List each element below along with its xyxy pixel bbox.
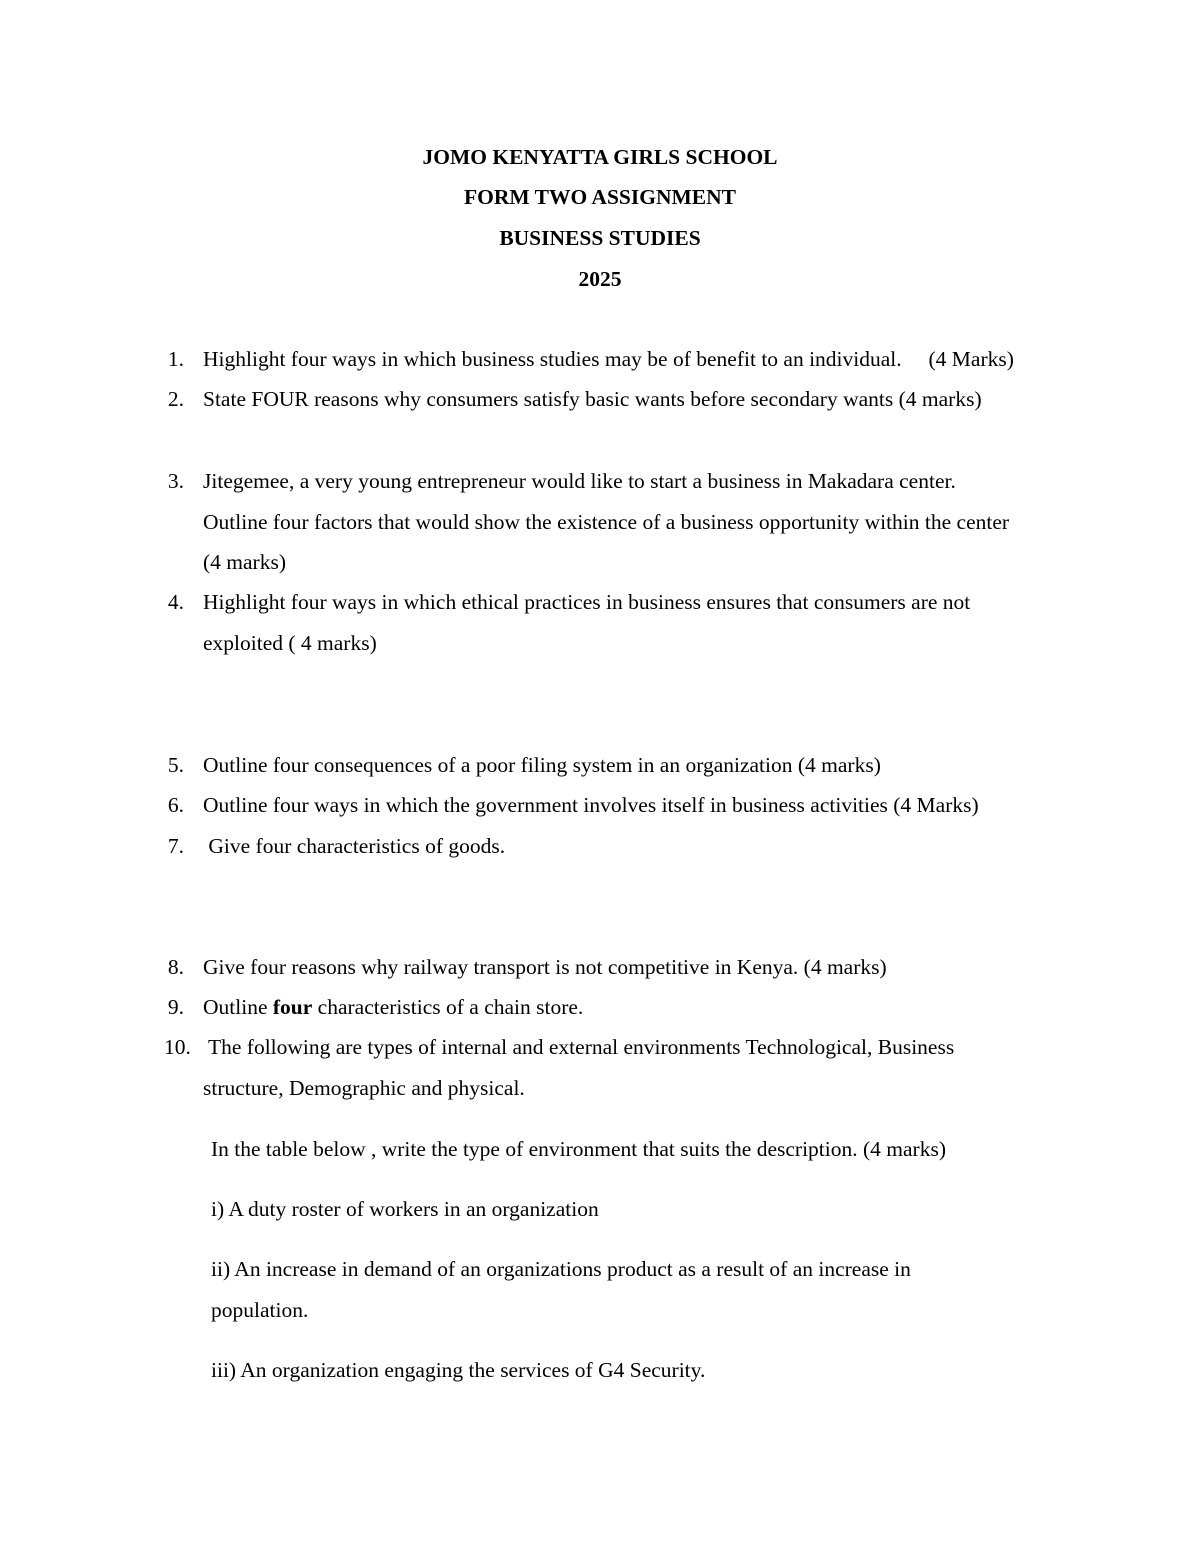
question-text: Outline four consequences of a poor filing system in an organization (4 marks) [203, 753, 881, 777]
subject-title: BUSINESS STUDIES [499, 226, 701, 250]
question-text [203, 994, 583, 1020]
question-number: 4. [167, 590, 184, 614]
question-number: 6. [167, 793, 184, 817]
question-text: Give four characteristics of goods. [203, 834, 506, 858]
question-text: exploited ( 4 marks) [203, 631, 377, 655]
question-text: Highlight four ways in which business studies may be of benefit to an individual. (4 Marks) [203, 347, 1014, 371]
question-text: Outline four factors that would show the existence of a business opportunity within the center [203, 510, 1010, 534]
description-item: population. [211, 1298, 309, 1322]
question-number: 10. [164, 1035, 191, 1059]
question-text: Highlight four ways in which ethical practices in business ensures that consumers are not [203, 590, 971, 614]
question-number: 5. [167, 753, 184, 777]
question-number: 2. [167, 387, 184, 411]
question-text-emphasis: four [272, 995, 313, 1019]
question-text: State FOUR reasons why consumers satisfy basic wants before secondary wants (4 marks) [203, 387, 982, 411]
question-text: Outline four ways in which the government involves itself in business activities (4 Marks) [203, 793, 979, 817]
year: 2025 [578, 267, 622, 291]
question-text: (4 marks) [203, 550, 286, 574]
question-number: 7. [167, 834, 184, 858]
assignment-title: FORM TWO ASSIGNMENT [464, 185, 736, 209]
question-number: 1. [167, 347, 184, 371]
question-number: 9. [167, 995, 184, 1019]
question-text: The following are types of internal and external environments Technological, Business [203, 1035, 955, 1059]
description-item: iii) An organization engaging the services of G4 Security. [211, 1358, 706, 1382]
question-text: structure, Demographic and physical. [203, 1076, 525, 1100]
question-text: Jitegemee, a very young entrepreneur would like to start a business in Makadara center. [203, 469, 956, 493]
description-item: ii) An increase in demand of an organizations product as a result of an increase in [211, 1257, 911, 1281]
school-name: JOMO KENYATTA GIRLS SCHOOL [422, 145, 778, 169]
table-instruction: In the table below , write the type of environment that suits the description. (4 marks) [211, 1137, 946, 1161]
question-text-post: characteristics of a chain store. [312, 995, 584, 1019]
question-text: Give four reasons why railway transport is not competitive in Kenya. (4 marks) [203, 955, 887, 979]
question-number: 8. [167, 955, 184, 979]
description-item: i) A duty roster of workers in an organization [211, 1197, 599, 1221]
question-text-pre: Outline [203, 995, 273, 1019]
question-number: 3. [167, 469, 184, 493]
